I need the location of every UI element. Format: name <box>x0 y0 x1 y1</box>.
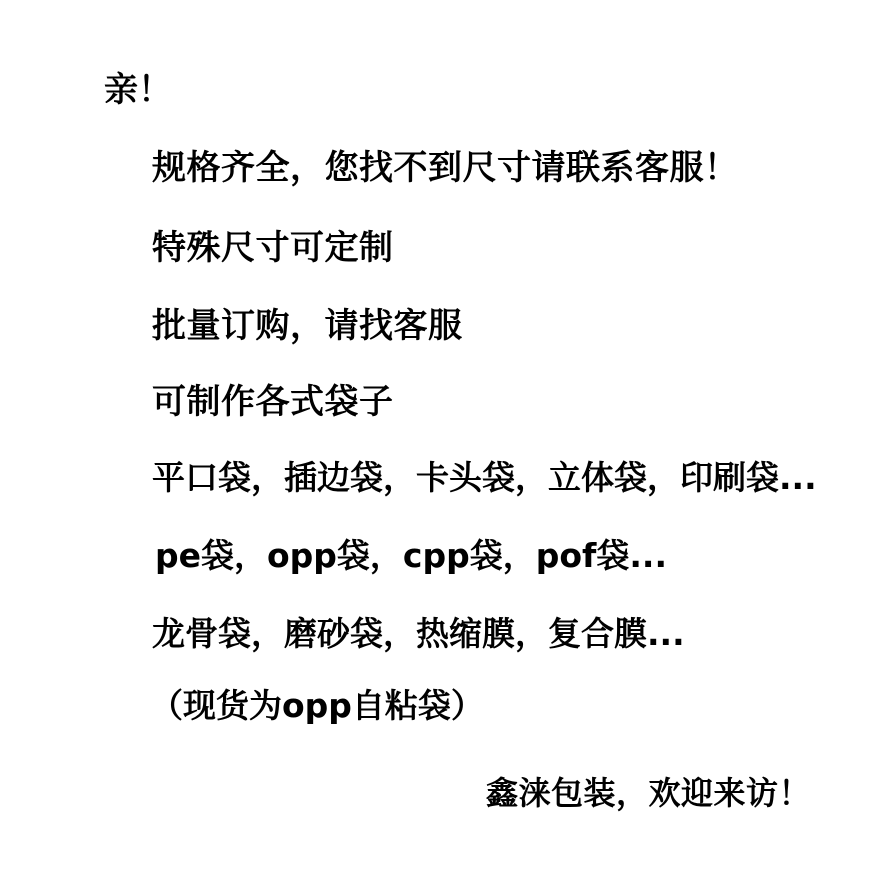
company-signature: 鑫涞包装，欢迎来访！ <box>486 774 812 812</box>
promo-line-bag-types-heading: 可制作各式袋子 <box>152 382 394 422</box>
promo-line-custom-size: 特殊尺寸可定制 <box>152 228 394 268</box>
promo-line-bag-materials: pe袋，opp袋，cpp袋，pof袋... <box>155 536 667 575</box>
promo-line-bag-styles: 平口袋，插边袋，卡头袋，立体袋，印刷袋... <box>152 458 817 497</box>
promo-line-in-stock-note: （现货为opp自粘袋） <box>150 686 484 725</box>
promo-line-bag-films: 龙骨袋，磨砂袋，热缩膜，复合膜... <box>152 614 685 653</box>
greeting-text: 亲！ <box>104 70 172 110</box>
promo-line-bulk-order: 批量订购，请找客服 <box>152 306 463 346</box>
promo-line-specs-complete: 规格齐全，您找不到尺寸请联系客服！ <box>152 148 739 188</box>
